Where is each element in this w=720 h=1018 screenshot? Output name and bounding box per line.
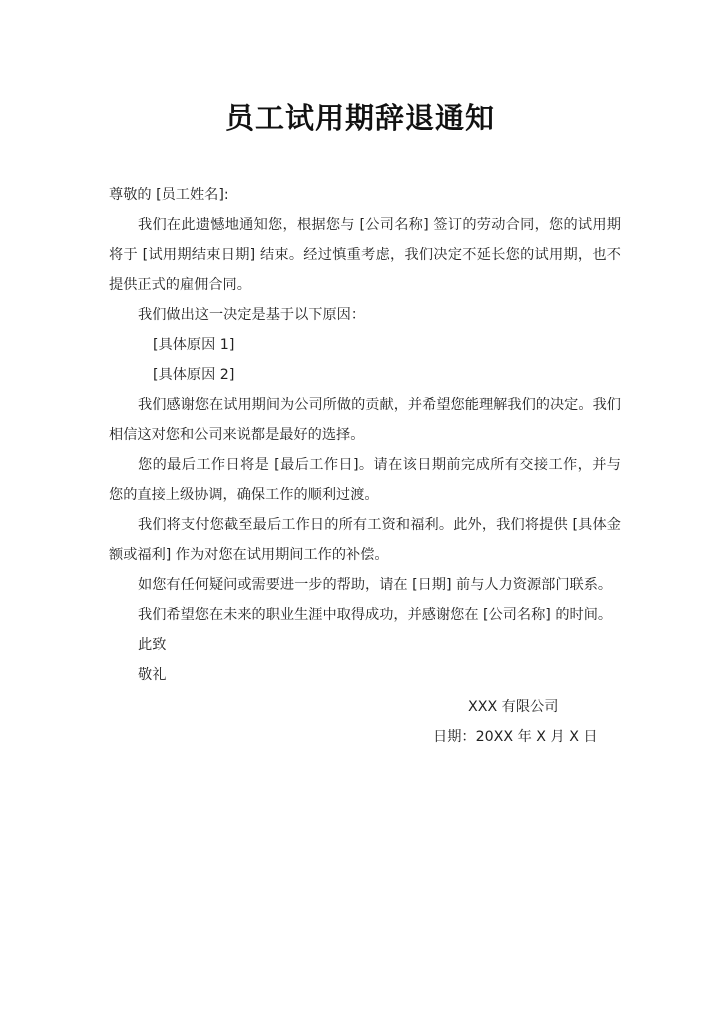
paragraph-contact: 如您有任何疑问或需要进一步的帮助，请在 [日期] 前与人力资源部门联系。 [138, 577, 613, 593]
reason-item-1: [具体原因 1] [153, 337, 235, 353]
paragraph-compensation: 我们将支付您截至最后工作日的所有工资和福利。此外，我们将提供 [具体金额或福利] 作为对您在试用期间工作的补偿。 [109, 517, 621, 563]
paragraph-reasons-intro: 我们做出这一决定是基于以下原因： [138, 307, 366, 323]
document-title: 员工试用期辞退通知 [224, 101, 495, 135]
paragraph-notice: 我们在此遗憾地通知您，根据您与 [公司名称] 签订的劳动合同，您的试用期将于 [试用期结束日期] 结束。经过慎重考虑，我们决定不延长您的试用期，也不提供正式的雇佣合同。 [109, 217, 621, 293]
paragraph-wishes: 我们希望您在未来的职业生涯中取得成功，并感谢您在 [公司名称] 的时间。 [138, 607, 613, 623]
closing-line-1: 此致 [138, 637, 167, 653]
paragraph-last-day: 您的最后工作日将是 [最后工作日]。请在该日期前完成所有交接工作，并与您的直接上级协调，确保工作的顺利过渡。 [109, 457, 621, 503]
paragraph-thanks: 我们感谢您在试用期间为公司所做的贡献，并希望您能理解我们的决定。我们相信这对您和公司来说都是最好的选择。 [109, 397, 621, 443]
reason-item-2: [具体原因 2] [153, 367, 235, 383]
salutation: 尊敬的 [员工姓名]: [109, 187, 229, 203]
closing-line-2: 敬礼 [138, 667, 167, 683]
document-body [109, 180, 621, 690]
company-name: XXX 有限公司 [468, 699, 559, 715]
date-line: 日期：20XX 年 X 月 X 日 [433, 729, 598, 745]
